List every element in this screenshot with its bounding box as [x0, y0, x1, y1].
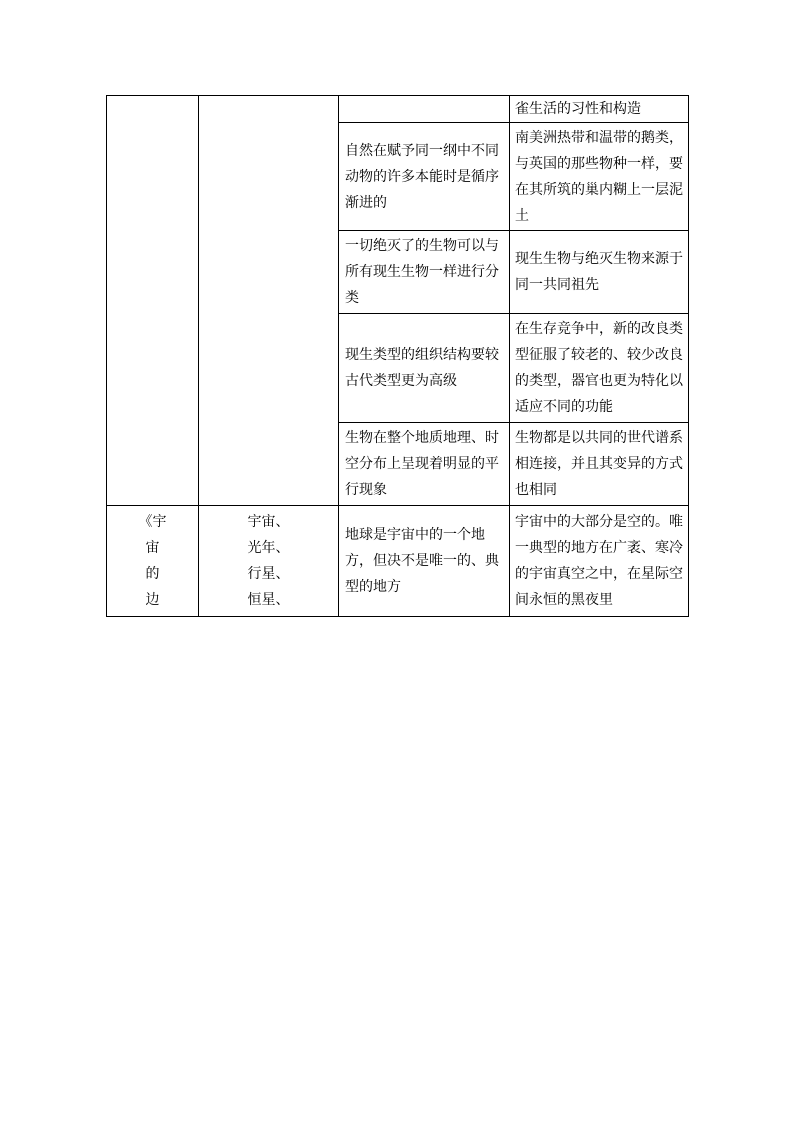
- keyword-line: 恒星、: [247, 592, 290, 608]
- table-cell-col4: 雀生活的习性和构造: [510, 96, 689, 123]
- table-cell-col4: 现生生物与绝灭生物来源于同一共同祖先: [510, 231, 689, 314]
- table-cell-keywords: [199, 506, 339, 617]
- table-row: [107, 506, 689, 617]
- table-cell-col3: 生物在整个地质地理、时空分布上呈现着明显的平行现象: [339, 423, 510, 506]
- content-table: [106, 95, 689, 617]
- table-cell-col3: 一切绝灭了的生物可以与所有现生生物一样进行分类: [339, 231, 510, 314]
- table-cell-col4: 宇宙中的大部分是空的。唯一典型的地方在广袤、寒冷的宇宙真空之中，在星际空间永恒的黑夜里: [510, 506, 689, 617]
- title-line: 宙: [145, 540, 160, 556]
- keyword-line: 行星、: [247, 566, 290, 582]
- table-row: [107, 96, 689, 123]
- table-cell-col4: 生物都是以共同的世代谱系相连接，并且其变异的方式也相同: [510, 423, 689, 506]
- title-line: 《宇: [138, 514, 167, 530]
- table-cell-col1-empty: [107, 96, 199, 506]
- keyword-line: 宇宙、: [247, 514, 290, 530]
- table-cell-col3: 自然在赋予同一纲中不同动物的许多本能时是循序渐进的: [339, 123, 510, 231]
- title-line: 的: [145, 566, 160, 582]
- keyword-line: 光年、: [247, 540, 290, 556]
- table-cell-col3: 地球是宇宙中的一个地方，但决不是唯一的、典型的地方: [339, 506, 510, 617]
- title-line: 边: [145, 592, 160, 608]
- table-cell-col4: 在生存竞争中，新的改良类型征服了较老的、较少改良的类型，器官也更为特化以适应不同的功能: [510, 314, 689, 423]
- table-cell-col2-empty: [199, 96, 339, 506]
- table-cell-col4: 南美洲热带和温带的鹅类，与英国的那些物种一样，要在其所筑的巢内糊上一层泥土: [510, 123, 689, 231]
- table-cell-title: [107, 506, 199, 617]
- table-cell-col3: 现生类型的组织结构要较古代类型更为高级: [339, 314, 510, 423]
- table-cell-col3: [339, 96, 510, 123]
